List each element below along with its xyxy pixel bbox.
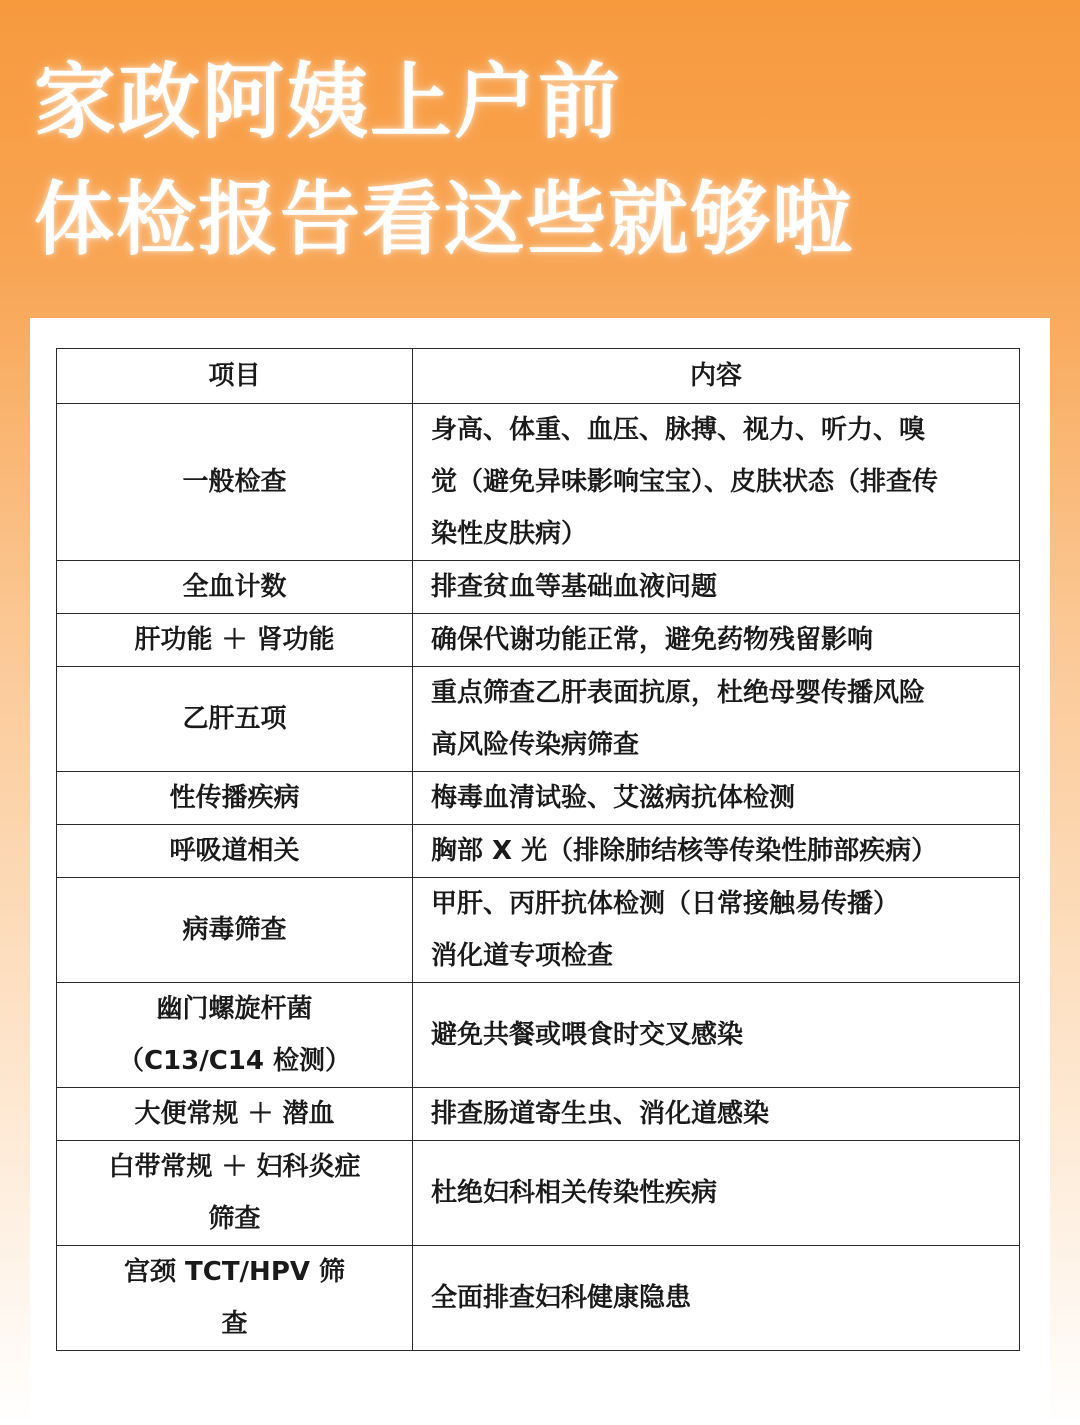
item-line: 查 <box>221 1309 248 1339</box>
row-content <box>413 825 1020 878</box>
table-row <box>57 1088 1020 1141</box>
row-item <box>57 825 413 878</box>
content-line: 排查贫血等基础血液问题 <box>431 572 718 602</box>
row-content <box>413 1141 1020 1246</box>
item-line: 全血计数 <box>182 572 287 602</box>
table-row <box>57 878 1020 983</box>
content-line: 觉（避免异味影响宝宝）、皮肤状态（排查传 <box>431 467 939 497</box>
row-item <box>57 667 413 772</box>
item-line: 白带常规 ＋ 妇科炎症 <box>108 1152 361 1182</box>
content-line: 胸部 X 光（排除肺结核等传染性肺部疾病） <box>431 836 938 866</box>
table-row <box>57 1141 1020 1246</box>
row-content <box>413 1088 1020 1141</box>
row-content <box>413 772 1020 825</box>
content-line: 身高、体重、血压、脉搏、视力、听力、嗅 <box>431 415 926 445</box>
table-row <box>57 667 1020 772</box>
item-line: 肝功能 ＋ 肾功能 <box>134 625 335 655</box>
row-content <box>413 614 1020 667</box>
item-line: 性传播疾病 <box>169 783 300 813</box>
row-content <box>413 404 1020 561</box>
item-line: 幽门螺旋杆菌 <box>156 994 313 1024</box>
table-row <box>57 772 1020 825</box>
item-line: 乙肝五项 <box>182 704 287 734</box>
row-item <box>57 1246 413 1351</box>
row-content <box>413 878 1020 983</box>
content-line: 确保代谢功能正常，避免药物残留影响 <box>431 625 874 655</box>
table-header-row <box>57 349 1020 404</box>
row-content <box>413 561 1020 614</box>
content-line: 排查肠道寄生虫、消化道感染 <box>431 1099 770 1129</box>
content-line: 杜绝妇科相关传染性疾病 <box>431 1178 718 1208</box>
row-item <box>57 983 413 1088</box>
content-line: 梅毒血清试验、艾滋病抗体检测 <box>431 783 796 813</box>
content-line: 重点筛查乙肝表面抗原，杜绝母婴传播风险 <box>431 678 926 708</box>
row-content <box>413 983 1020 1088</box>
row-item <box>57 561 413 614</box>
row-item <box>57 614 413 667</box>
row-item <box>57 1088 413 1141</box>
content-line: 高风险传染病筛查 <box>431 730 640 760</box>
row-item <box>57 772 413 825</box>
item-line: 筛查 <box>208 1204 261 1234</box>
content-line: 染性皮肤病） <box>431 519 588 549</box>
item-line: 呼吸道相关 <box>169 836 300 866</box>
row-item <box>57 878 413 983</box>
header-content: 内容 <box>413 349 1020 404</box>
item-line: 一般检查 <box>182 467 287 497</box>
table-row <box>57 614 1020 667</box>
table-row <box>57 825 1020 878</box>
table-row <box>57 1246 1020 1351</box>
item-line: （C13/C14 检测） <box>117 1046 352 1076</box>
header-item: 项目 <box>57 349 413 404</box>
row-item <box>57 1141 413 1246</box>
row-content <box>413 667 1020 772</box>
item-line: 宫颈 TCT/HPV 筛 <box>123 1257 346 1287</box>
content-line: 甲肝、丙肝抗体检测（日常接触易传播） <box>431 889 900 919</box>
table-row <box>57 983 1020 1088</box>
checkup-table <box>56 348 1020 1351</box>
item-line: 大便常规 ＋ 潜血 <box>134 1099 335 1129</box>
item-line: 病毒筛查 <box>182 915 287 945</box>
content-line: 全面排查妇科健康隐患 <box>431 1283 692 1313</box>
row-item <box>57 404 413 561</box>
table-row <box>57 561 1020 614</box>
content-line: 消化道专项检查 <box>431 941 614 971</box>
page-title-line-2: 体检报告看这些就够啦 <box>34 173 854 266</box>
table-row <box>57 404 1020 561</box>
page-title-line-1: 家政阿姨上户前 <box>34 55 623 150</box>
row-content <box>413 1246 1020 1351</box>
content-line: 避免共餐或喂食时交叉感染 <box>431 1020 744 1050</box>
